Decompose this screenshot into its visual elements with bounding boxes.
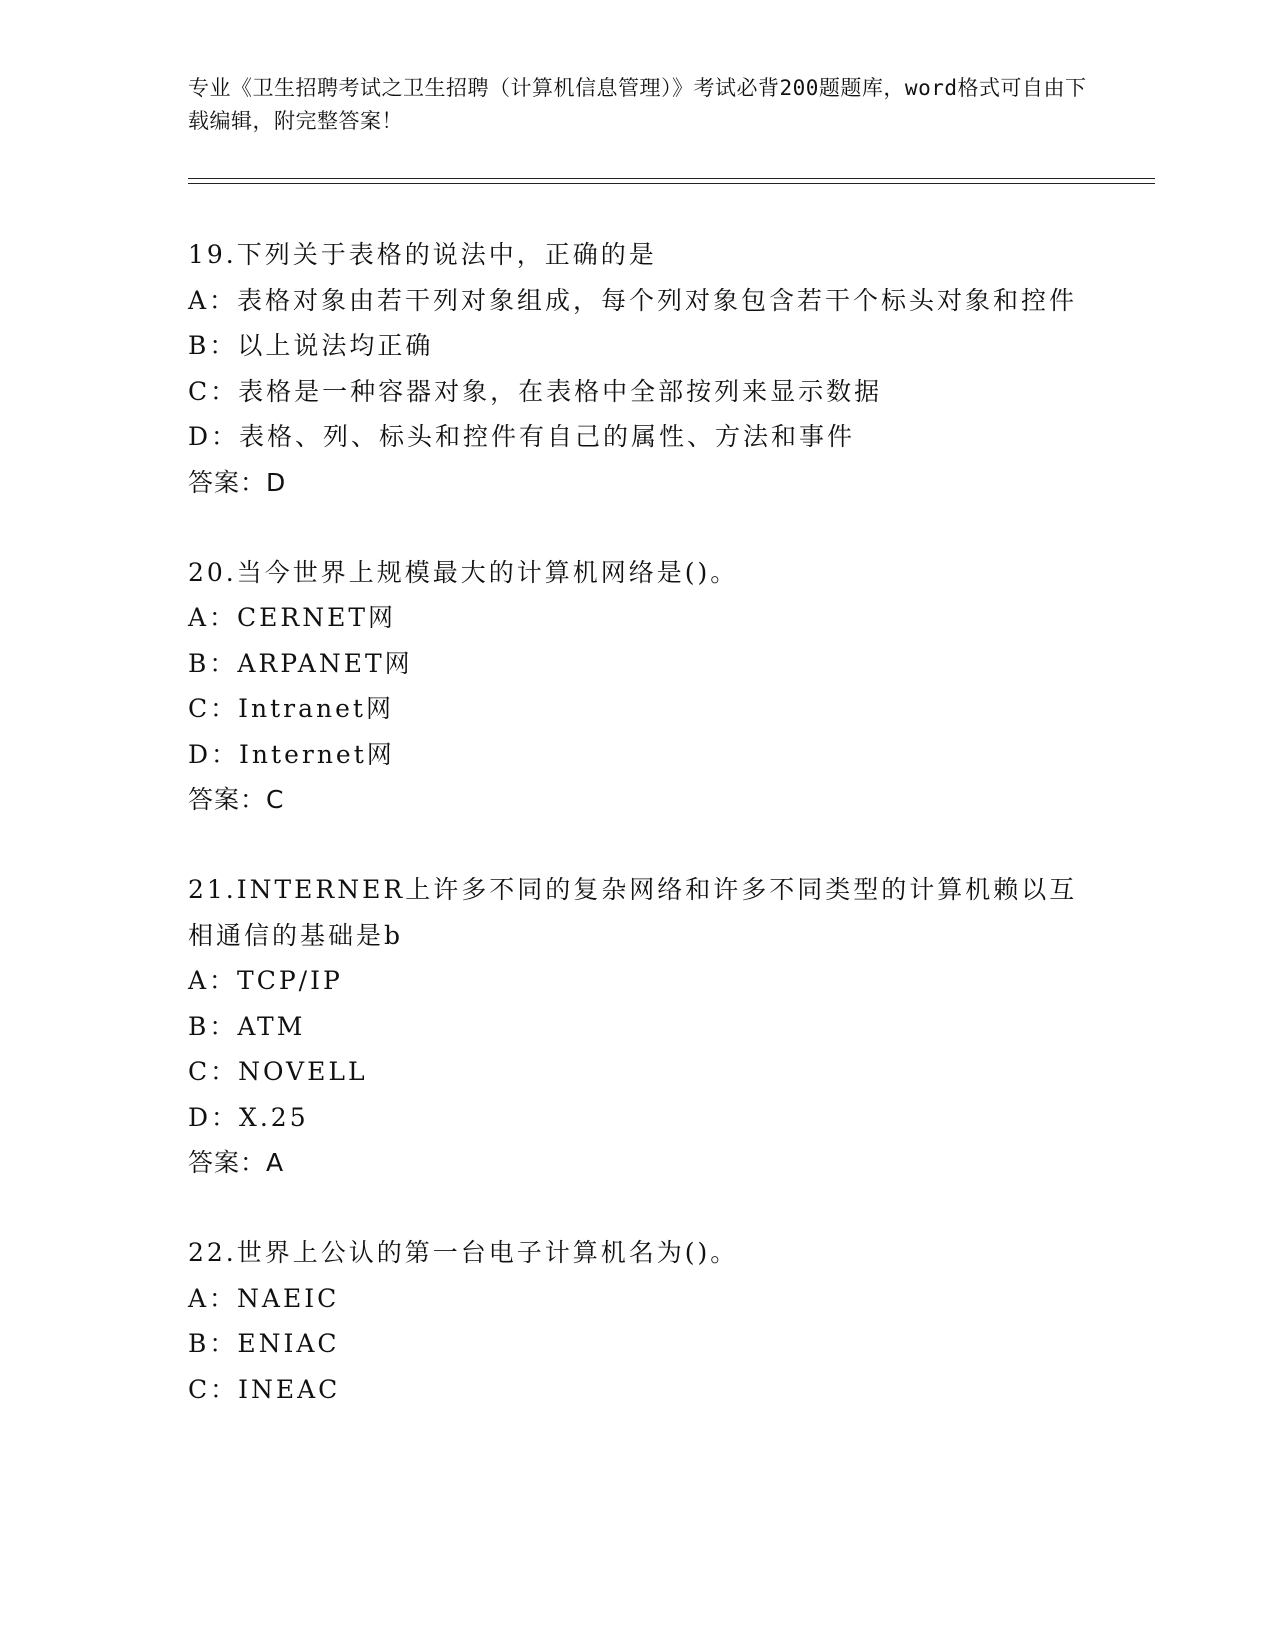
option-d: D：X.25 bbox=[188, 1102, 309, 1132]
question-20 bbox=[188, 550, 1088, 824]
option-d: D：Internet网 bbox=[188, 739, 395, 769]
option-a: A：CERNET网 bbox=[188, 603, 397, 632]
option-b: B：ARPANET网 bbox=[188, 648, 413, 678]
option-a: A：TCP/IP bbox=[188, 966, 343, 995]
question-stem: 21.INTERNER上许多不同的复杂网络和许多不同类型的计算机赖以互相通信的基础是b bbox=[188, 875, 1078, 950]
document-header: 专业《卫生招聘考试之卫生招聘（计算机信息管理）》考试必背200题题库，word格式可自由下载编辑，附完整答案！ bbox=[188, 76, 1087, 133]
option-c: C：INEAC bbox=[188, 1374, 341, 1404]
question-19 bbox=[188, 232, 1088, 506]
option-c: C：表格是一种容器对象，在表格中全部按列来显示数据 bbox=[188, 376, 883, 406]
question-stem: 22.世界上公认的第一台电子计算机名为()。 bbox=[188, 1238, 739, 1267]
question-list bbox=[188, 232, 1088, 1456]
answer: 答案：C bbox=[188, 785, 285, 814]
option-c: C：Intranet网 bbox=[188, 694, 394, 723]
option-b: B：以上说法均正确 bbox=[188, 331, 434, 360]
answer: 答案：D bbox=[188, 467, 287, 497]
question-21 bbox=[188, 867, 1088, 1186]
header-divider-bottom bbox=[188, 183, 1155, 184]
header-divider-top bbox=[188, 178, 1155, 179]
question-22 bbox=[188, 1230, 1088, 1412]
question-stem: 20.当今世界上规模最大的计算机网络是()。 bbox=[188, 557, 739, 587]
option-c: C：NOVELL bbox=[188, 1057, 368, 1086]
question-stem: 19.下列关于表格的说法中，正确的是 bbox=[188, 240, 657, 269]
answer: 答案：A bbox=[188, 1148, 285, 1177]
option-a: A：表格对象由若干列对象组成，每个列对象包含若干个标头对象和控件 bbox=[188, 285, 1078, 315]
option-a: A：NAEIC bbox=[188, 1283, 340, 1313]
option-d: D：表格、列、标头和控件有自己的属性、方法和事件 bbox=[188, 422, 856, 451]
option-b: B：ENIAC bbox=[188, 1329, 340, 1358]
option-b: B：ATM bbox=[188, 1011, 306, 1041]
